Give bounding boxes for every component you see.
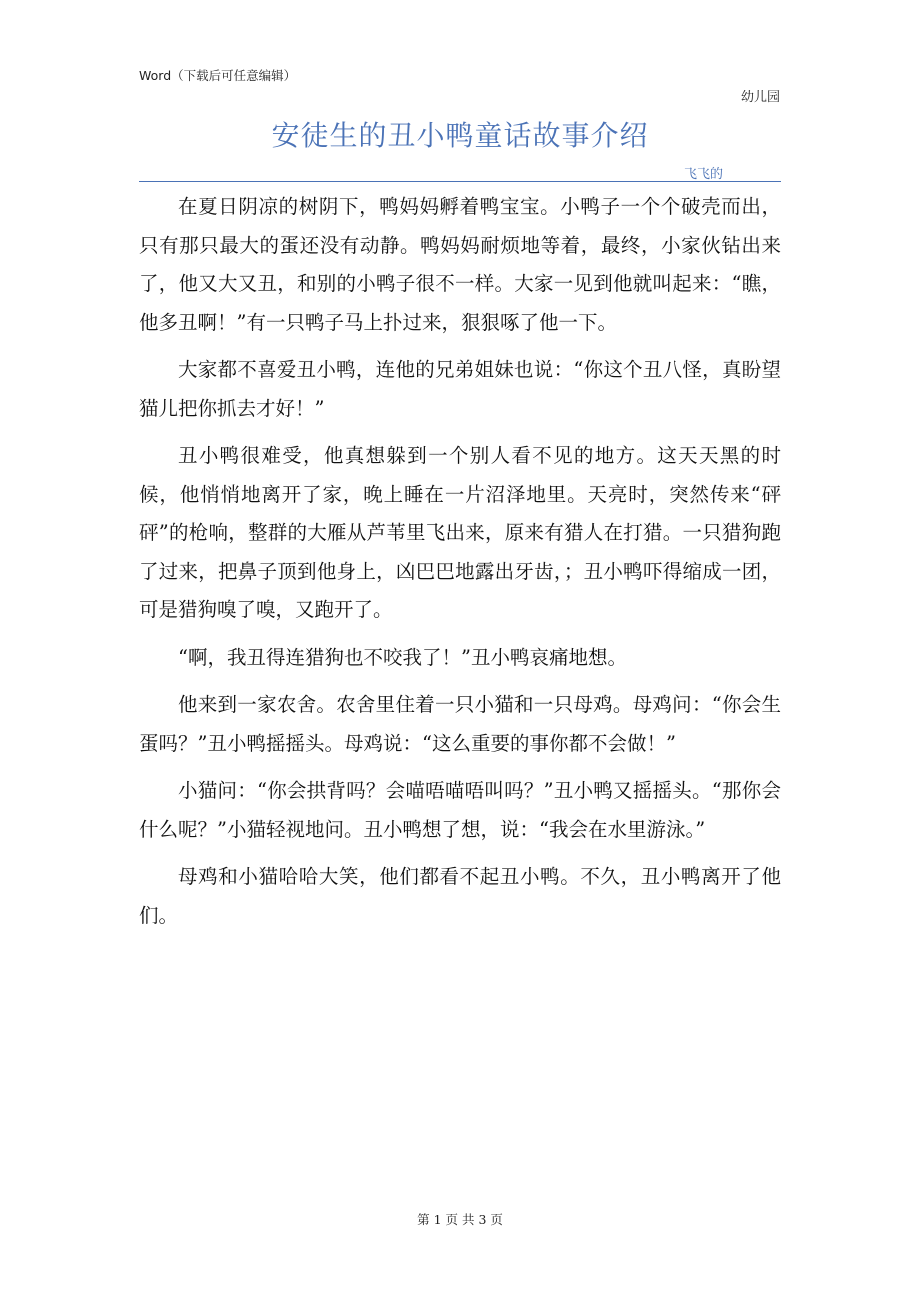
story-paragraph: 他来到一家农舍。农舍里住着一只小猫和一只母鸡。母鸡问：“你会生蛋吗？”丑小鸭摇摇头。母鸡说：“这么重要的事你都不会做！” bbox=[139, 693, 781, 755]
story-paragraph: 大家都不喜爱丑小鸭，连他的兄弟姐妹也说：“你这个丑八怪，真盼望猫儿把你抓去才好！” bbox=[139, 358, 781, 420]
story-paragraph: 在夏日阴凉的树阴下，鸭妈妈孵着鸭宝宝。小鸭子一个个破壳而出，只有那只最大的蛋还没有动静。鸭妈妈耐烦地等着，最终，小家伙钻出来了，他又大又丑，和别的小鸭子很不一样。大家一见到他就叫起来：“瞧，他多丑啊！”有一只鸭子马上扑过来，狠狠啄了他一下。 bbox=[139, 195, 781, 334]
page-header-note: Word（下载后可任意编辑） bbox=[139, 68, 297, 83]
story-paragraph: 小猫问：“你会拱背吗？会喵唔喵唔叫吗？”丑小鸭又摇摇头。“那你会什么呢？”小猫轻视地问。丑小鸭想了想，说：“我会在水里游泳。” bbox=[139, 779, 781, 841]
document-title: 安徒生的丑小鸭童话故事介绍 bbox=[271, 119, 649, 152]
title-divider bbox=[139, 181, 781, 182]
page-header-category: 幼儿园 bbox=[740, 90, 780, 105]
story-paragraph: 丑小鸭很难受，他真想躲到一个别人看不见的地方。这天天黑的时候，他悄悄地离开了家，晚上睡在一片沼泽地里。天亮时，突然传来“砰砰”的枪响，整群的大雁从芦苇里飞出来，原来有猎人在打猎。一只猎狗跑了过来，把鼻子顶到他身上，凶巴巴地露出牙齿，；丑小鸭吓得缩成一团，可是猎狗嗅了嗅，又跑开了。 bbox=[139, 444, 781, 621]
story-paragraph: 母鸡和小猫哈哈大笑，他们都看不起丑小鸭。不久，丑小鸭离开了他们。 bbox=[139, 865, 781, 927]
document-body bbox=[139, 188, 781, 944]
document-author: 飞飞的 bbox=[684, 167, 724, 182]
page-number-footer: 第 1 页 共 3 页 bbox=[417, 1212, 503, 1227]
story-paragraph: “啊，我丑得连猎狗也不咬我了！”丑小鸭哀痛地想。 bbox=[178, 645, 627, 669]
